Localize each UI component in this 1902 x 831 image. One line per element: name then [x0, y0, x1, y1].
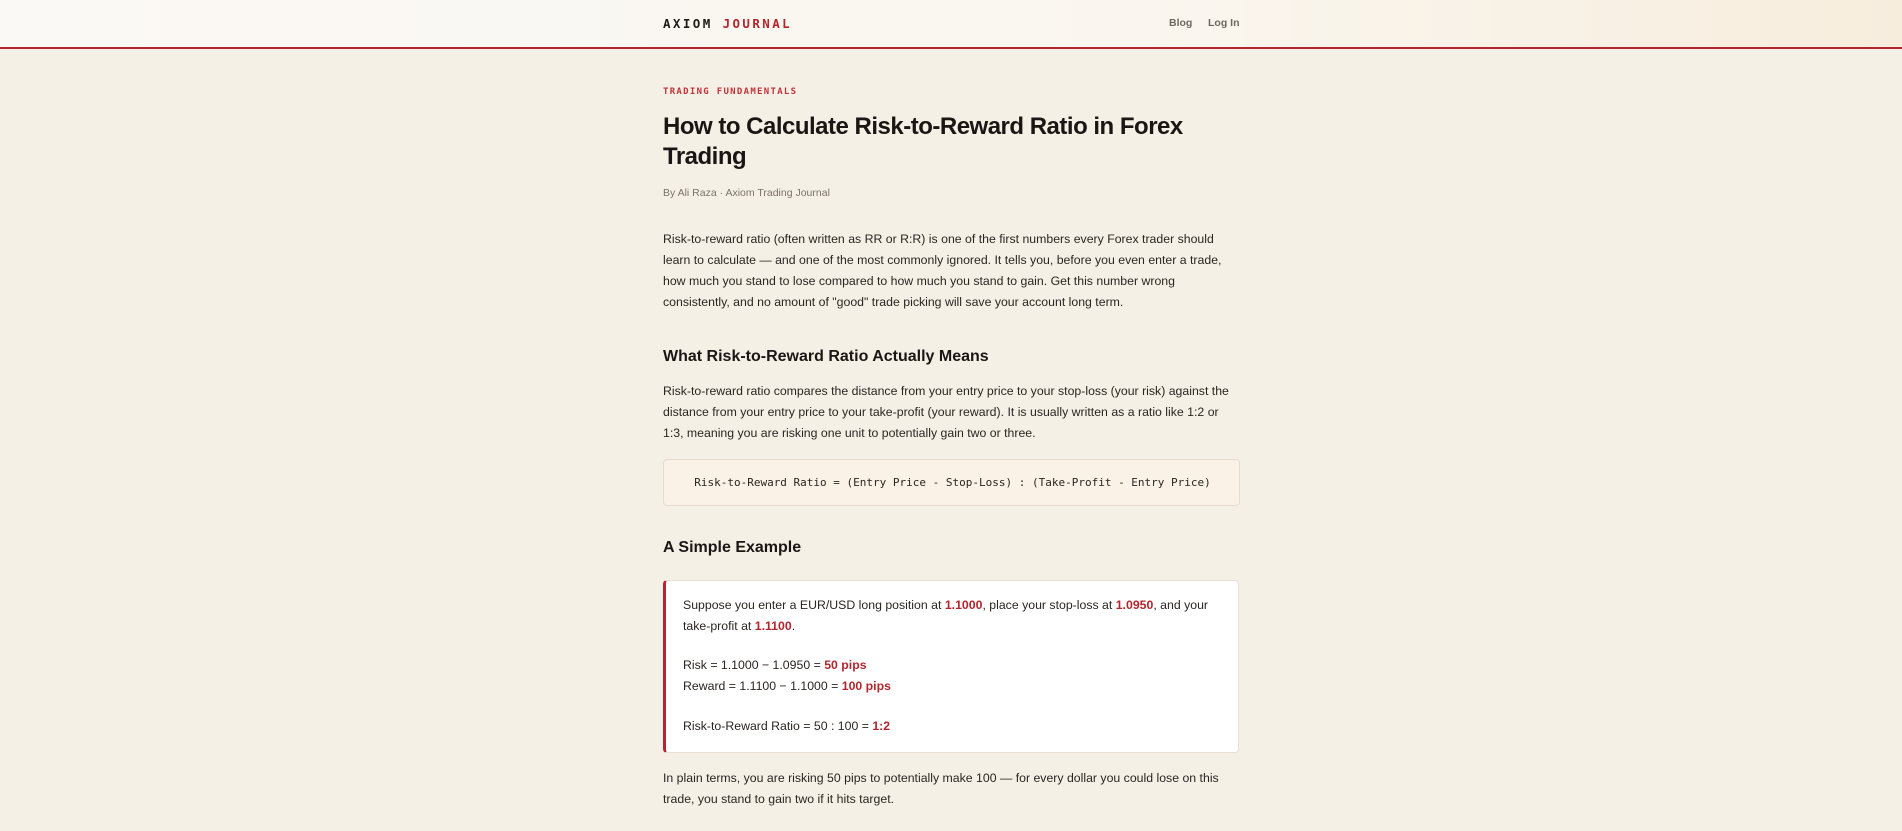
brand-name-part2: JOURNAL	[722, 16, 793, 31]
nav-login-link[interactable]: Log In	[1208, 17, 1240, 29]
formula-code-block	[663, 459, 1240, 506]
reward-label: Reward = 1.1100 − 1.1000 =	[683, 679, 842, 693]
brand-name-part1: AXIOM	[663, 16, 713, 31]
article-byline: By Ali Raza · Axiom Trading Journal	[663, 187, 830, 199]
meaning-paragraph: Risk-to-reward ratio compares the distance from your entry price to your stop-loss (your risk) against the distance from your entry price to your take-profit (your reward). It is usually written as a ratio like 1:2 or 1:3, meaning you are risking one unit to potentially gain two or three.	[663, 384, 1229, 440]
example-text: , and your take-profit at	[683, 598, 1209, 633]
example-text: , place your stop-loss at	[982, 598, 1116, 612]
formula-text: Risk-to-Reward Ratio = (Entry Price - Stop-Loss) : (Take-Profit - Entry Price)	[694, 476, 1211, 489]
section-heading-example: A Simple Example	[663, 539, 802, 556]
article-title: How to Calculate Risk-to-Reward Ratio in Forex Trading	[663, 113, 1183, 170]
conclusion-paragraph: In plain terms, you are risking 50 pips to potentially make 100 — for every dollar you could lose on this trade, you stand to gain two if it hits target.	[663, 771, 1219, 806]
risk-value: 50 pips	[824, 658, 867, 672]
example-text: Suppose you enter a EUR/USD long position at	[683, 598, 945, 612]
ratio-value: 1:2	[872, 719, 891, 733]
risk-label: Risk = 1.1000 − 1.0950 =	[683, 658, 825, 672]
example-callout	[663, 580, 1239, 753]
reward-value: 100 pips	[841, 679, 891, 693]
entry-price: 1.1000	[944, 598, 983, 612]
section-heading-meaning: What Risk-to-Reward Ratio Actually Means	[663, 348, 989, 365]
nav-blog-link[interactable]: Blog	[1169, 17, 1193, 29]
intro-paragraph: Risk-to-reward ratio (often written as RR or R:R) is one of the first numbers every Forex trader should learn to calculate — and one of the most commonly ignored. It tells you, before you even enter a trade, how much you stand to lose compared to how much you stand to gain. Get this number wrong consistently, and no amount of "good" trade picking will save your account long term.	[663, 232, 1222, 309]
top-navbar	[0, 0, 1902, 49]
risk-calculation	[683, 655, 1223, 676]
example-setup	[683, 595, 1223, 637]
example-text: .	[791, 619, 796, 633]
take-profit-price: 1.1100	[754, 619, 792, 633]
reward-calculation	[683, 676, 1223, 697]
stop-loss-price: 1.0950	[1115, 598, 1154, 612]
brand-logo[interactable]	[663, 16, 792, 31]
ratio-label: Risk-to-Reward Ratio = 50 : 100 =	[683, 719, 873, 733]
ratio-calculation	[683, 716, 1223, 737]
article-category[interactable]: TRADING FUNDAMENTALS	[663, 87, 798, 97]
